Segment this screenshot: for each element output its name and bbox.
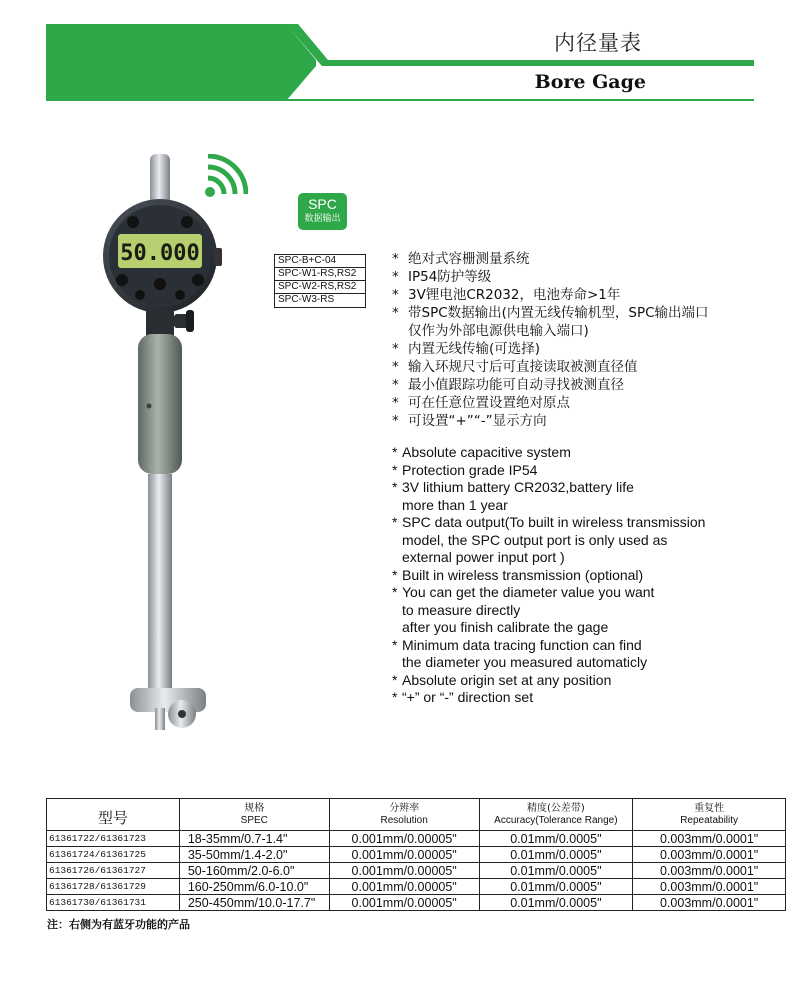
cell-spec: 160-250mm/6.0-10.0" [179,879,329,895]
feature-item-cn: * 可在任意位置设置绝对原点 [392,395,570,411]
cell-resolution: 0.001mm/0.00005" [329,879,479,895]
banner-graphic [46,24,754,101]
table-row [47,863,786,879]
feature-item-en: * You can get the diameter value you want to measure directly after you finish calibrate the gage [392,584,655,635]
features-list-cn [392,250,752,430]
feature-item-cn: * 可设置“+”“-”显示方向 [392,413,547,429]
header-model: 型号 [47,799,180,831]
table-row [47,831,786,847]
page-title-cn: 内径量表 [554,31,642,55]
cell-repeatability: 0.003mm/0.0001" [633,847,786,863]
spc-model-list [274,254,366,308]
footnote: 注：右侧为有蓝牙功能的产品 [47,918,190,931]
header-accuracy: 精度(公差带) Accuracy(Tolerance Range) [479,799,633,831]
feature-item-cn: * 最小值跟踪功能可自动寻找被测直径 [392,377,624,393]
spc-model-item: SPC-W3-RS [278,294,335,305]
cell-model: 61361726/61361727 [47,863,180,879]
table-row [47,895,786,911]
header-spec: 规格 SPEC [179,799,329,831]
feature-item-en: * Absolute origin set at any position [392,671,612,688]
bore-gage-image [100,148,260,738]
header-resolution: 分辨率 Resolution [329,799,479,831]
cell-resolution: 0.001mm/0.00005" [329,831,479,847]
lcd-reading: 50.000 [120,241,200,266]
cell-model: 61361728/61361729 [47,879,180,895]
features-list-en [392,444,762,707]
spc-badge-subtitle: 数据输出 [304,214,341,224]
spc-model-item: SPC-B+C-04 [275,255,365,268]
spc-model-item: SPC-W1-RS,RS2 [275,268,365,281]
cell-spec: 35-50mm/1.4-2.0" [179,847,329,863]
cell-resolution: 0.001mm/0.00005" [329,863,479,879]
feature-item-cn: * 内置无线传输(可选择) [392,341,541,357]
cell-spec: 50-160mm/2.0-6.0" [179,863,329,879]
feature-item-en: * Protection grade IP54 [392,461,538,478]
feature-item-cn: * 3V锂电池CR2032，电池寿命>1年 [392,287,621,303]
feature-item-en: * 3V lithium battery CR2032,battery life more than 1 year [392,479,634,513]
table-header-row [47,799,786,831]
feature-item-cn: * 带SPC数据输出(内置无线传输机型，SPC输出端口仅作为外部电源供电输入端口) [392,305,709,339]
feature-item-en: * Built in wireless transmission (optional) [392,566,644,583]
cell-model: 61361730/61361731 [47,895,180,911]
cell-accuracy: 0.01mm/0.0005" [479,831,633,847]
page-title-en: Bore Gage [534,71,646,93]
cell-repeatability: 0.003mm/0.0001" [633,831,786,847]
feature-item-cn: * 绝对式容栅测量系统 [392,251,530,267]
cell-model: 61361724/61361725 [47,847,180,863]
feature-item-en: * Minimum data tracing function can find the diameter you measured automaticly [392,636,648,670]
cell-repeatability: 0.003mm/0.0001" [633,895,786,911]
cell-spec: 250-450mm/10.0-17.7" [179,895,329,911]
spec-table [46,798,786,911]
feature-item-en: * SPC data output(To built in wireless transmission model, the SPC output port is only used as external power input port ) [392,514,706,565]
table-row [47,879,786,895]
cell-model: 61361722/61361723 [47,831,180,847]
table-row [47,847,786,863]
header-banner [46,24,754,101]
feature-item-en: * “+” or “-” direction set [392,689,534,705]
spc-badge [298,193,347,230]
feature-item-en: * Absolute capacitive system [392,444,571,460]
spc-badge-title: SPC [308,196,337,212]
cell-repeatability: 0.003mm/0.0001" [633,879,786,895]
feature-item-cn: * 输入环规尺寸后可直接读取被测直径值 [392,359,638,375]
cell-accuracy: 0.01mm/0.0005" [479,895,633,911]
header-repeatability: 重复性 Repeatability [633,799,786,831]
cell-accuracy: 0.01mm/0.0005" [479,847,633,863]
feature-item-cn: * IP54防护等级 [392,269,492,285]
cell-spec: 18-35mm/0.7-1.4" [179,831,329,847]
cell-resolution: 0.001mm/0.00005" [329,847,479,863]
cell-repeatability: 0.003mm/0.0001" [633,863,786,879]
spc-model-item: SPC-W2-RS,RS2 [275,281,365,294]
cell-accuracy: 0.01mm/0.0005" [479,863,633,879]
cell-accuracy: 0.01mm/0.0005" [479,879,633,895]
cell-resolution: 0.001mm/0.00005" [329,895,479,911]
